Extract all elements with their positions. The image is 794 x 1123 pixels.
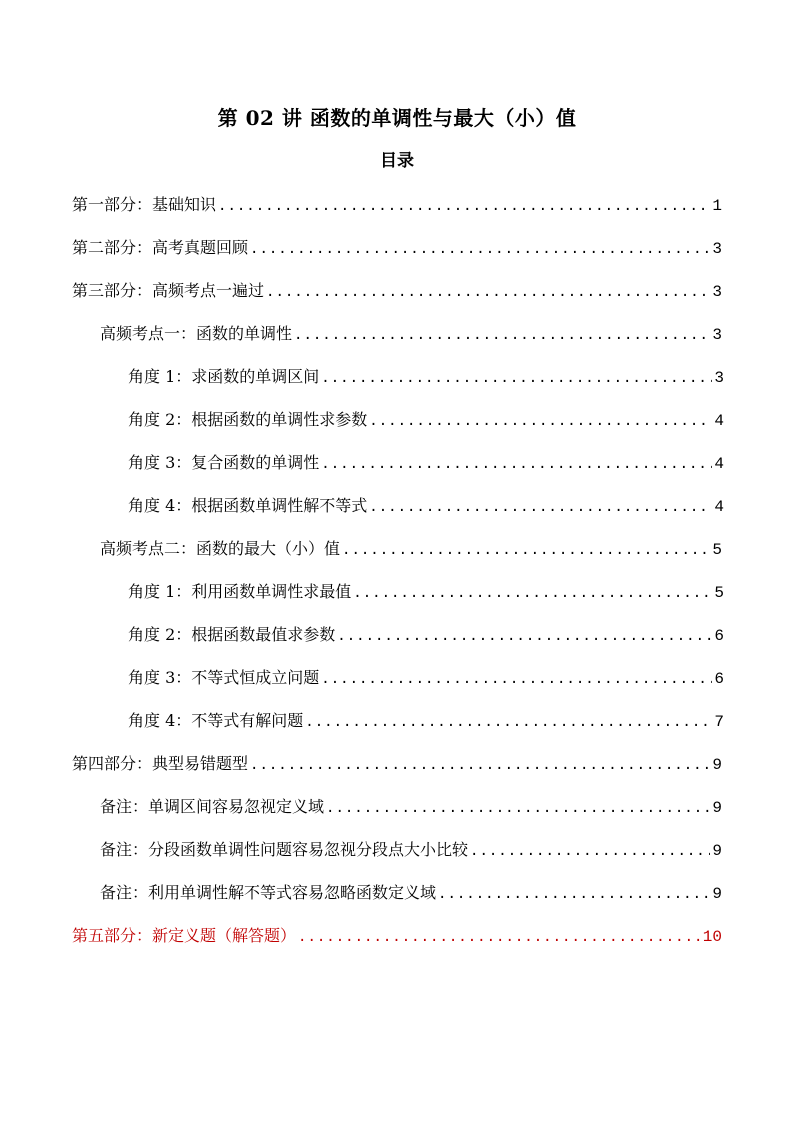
toc-page-number: 9	[712, 799, 722, 817]
toc-page-number: 1	[712, 197, 722, 215]
toc-dot-leader	[321, 449, 712, 479]
toc-entry-angle-1-4[interactable]	[128, 491, 724, 521]
toc-entry-part-3[interactable]	[72, 276, 722, 306]
toc-entry-note-3[interactable]	[100, 878, 722, 908]
toc-page-number: 3	[712, 326, 722, 344]
toc-page-number: 9	[712, 885, 722, 903]
toc-page-number: 3	[712, 240, 722, 258]
toc-entry-note-2[interactable]	[100, 835, 722, 865]
toc-dot-leader	[337, 621, 712, 651]
toc-dot-leader	[353, 578, 712, 608]
toc-entry-label: 高频考点一：函数的单调性	[100, 324, 293, 343]
toc-entry-label: 第二部分：高考真题回顾	[72, 238, 249, 257]
toc-entry-label: 角度 2：根据函数的单调性求参数	[128, 410, 368, 429]
toc-page-number: 4	[714, 412, 724, 430]
toc-entry-label: 备注：单调区间容易忽视定义域	[100, 797, 325, 816]
toc-dot-leader	[369, 406, 712, 436]
toc-entry-label: 角度 1：利用函数单调性求最值	[128, 582, 352, 601]
toc-entry-label: 第一部分：基础知识	[72, 195, 217, 214]
toc-entry-label: 第三部分：高频考点一遍过	[72, 281, 265, 300]
toc-entry-label: 第五部分：新定义题（解答题）	[72, 926, 297, 945]
toc-entry-label: 备注：利用单调性解不等式容易忽略函数定义域	[100, 883, 437, 902]
toc-entry-label: 角度 1：求函数的单调区间	[128, 367, 320, 386]
toc-entry-part-5[interactable]	[72, 921, 722, 951]
toc-entry-topic-1[interactable]	[100, 319, 722, 349]
toc-entry-label: 第四部分：典型易错题型	[72, 754, 249, 773]
toc-entry-topic-2[interactable]	[100, 534, 722, 564]
toc-page-number: 7	[714, 713, 724, 731]
toc-entry-label: 角度 2：根据函数最值求参数	[128, 625, 336, 644]
toc-entry-note-1[interactable]	[100, 792, 722, 822]
toc-dot-leader	[438, 879, 710, 909]
toc-dot-leader	[342, 535, 710, 565]
toc-entry-angle-2-2[interactable]	[128, 620, 724, 650]
toc-page-number: 4	[714, 455, 724, 473]
toc-page-number: 6	[714, 670, 724, 688]
toc-entry-part-1[interactable]	[72, 190, 722, 220]
toc-entry-part-4[interactable]	[72, 749, 722, 779]
toc-entry-part-2[interactable]	[72, 233, 722, 263]
toc-dot-leader	[326, 793, 710, 823]
toc-dot-leader	[250, 750, 710, 780]
toc-dot-leader	[250, 234, 710, 264]
toc-entry-label: 高频考点二：函数的最大（小）值	[100, 539, 341, 558]
toc-entry-angle-2-1[interactable]	[128, 577, 724, 607]
toc-page-number: 3	[712, 283, 722, 301]
toc-dot-leader	[321, 363, 712, 393]
toc-dot-leader	[218, 191, 710, 221]
toc-page-number: 9	[712, 756, 722, 774]
toc-page-number: 10	[702, 928, 722, 946]
toc-page-number: 3	[714, 369, 724, 387]
toc-entry-angle-2-3[interactable]	[128, 663, 724, 693]
toc-entry-angle-1-3[interactable]	[128, 448, 724, 478]
toc-page-number: 9	[712, 842, 722, 860]
toc-entry-angle-2-4[interactable]	[128, 706, 724, 736]
toc-dot-leader	[294, 320, 710, 350]
toc-entry-label: 角度 3：复合函数的单调性	[128, 453, 320, 472]
toc-entry-label: 角度 4：不等式有解问题	[128, 711, 304, 730]
toc-page-number: 4	[714, 498, 724, 516]
toc-page-number: 5	[714, 584, 724, 602]
toc-entry-angle-1-2[interactable]	[128, 405, 724, 435]
toc-dot-leader	[266, 277, 710, 307]
toc-dot-leader	[321, 664, 712, 694]
toc-heading: 目录	[380, 151, 414, 171]
toc-page-number: 5	[712, 541, 722, 559]
toc-page-number: 6	[714, 627, 724, 645]
toc-entry-angle-1-1[interactable]	[128, 362, 724, 392]
toc-dot-leader	[298, 922, 701, 952]
toc-dot-leader	[305, 707, 712, 737]
toc-entry-label: 角度 4：根据函数单调性解不等式	[128, 496, 368, 515]
toc-entry-label: 备注：分段函数单调性问题容易忽视分段点大小比较	[100, 840, 469, 859]
toc-dot-leader	[369, 492, 712, 522]
toc-dot-leader	[470, 836, 710, 866]
page-title: 第 02 讲 函数的单调性与最大（小）值	[217, 106, 577, 130]
toc-entry-label: 角度 3：不等式恒成立问题	[128, 668, 320, 687]
